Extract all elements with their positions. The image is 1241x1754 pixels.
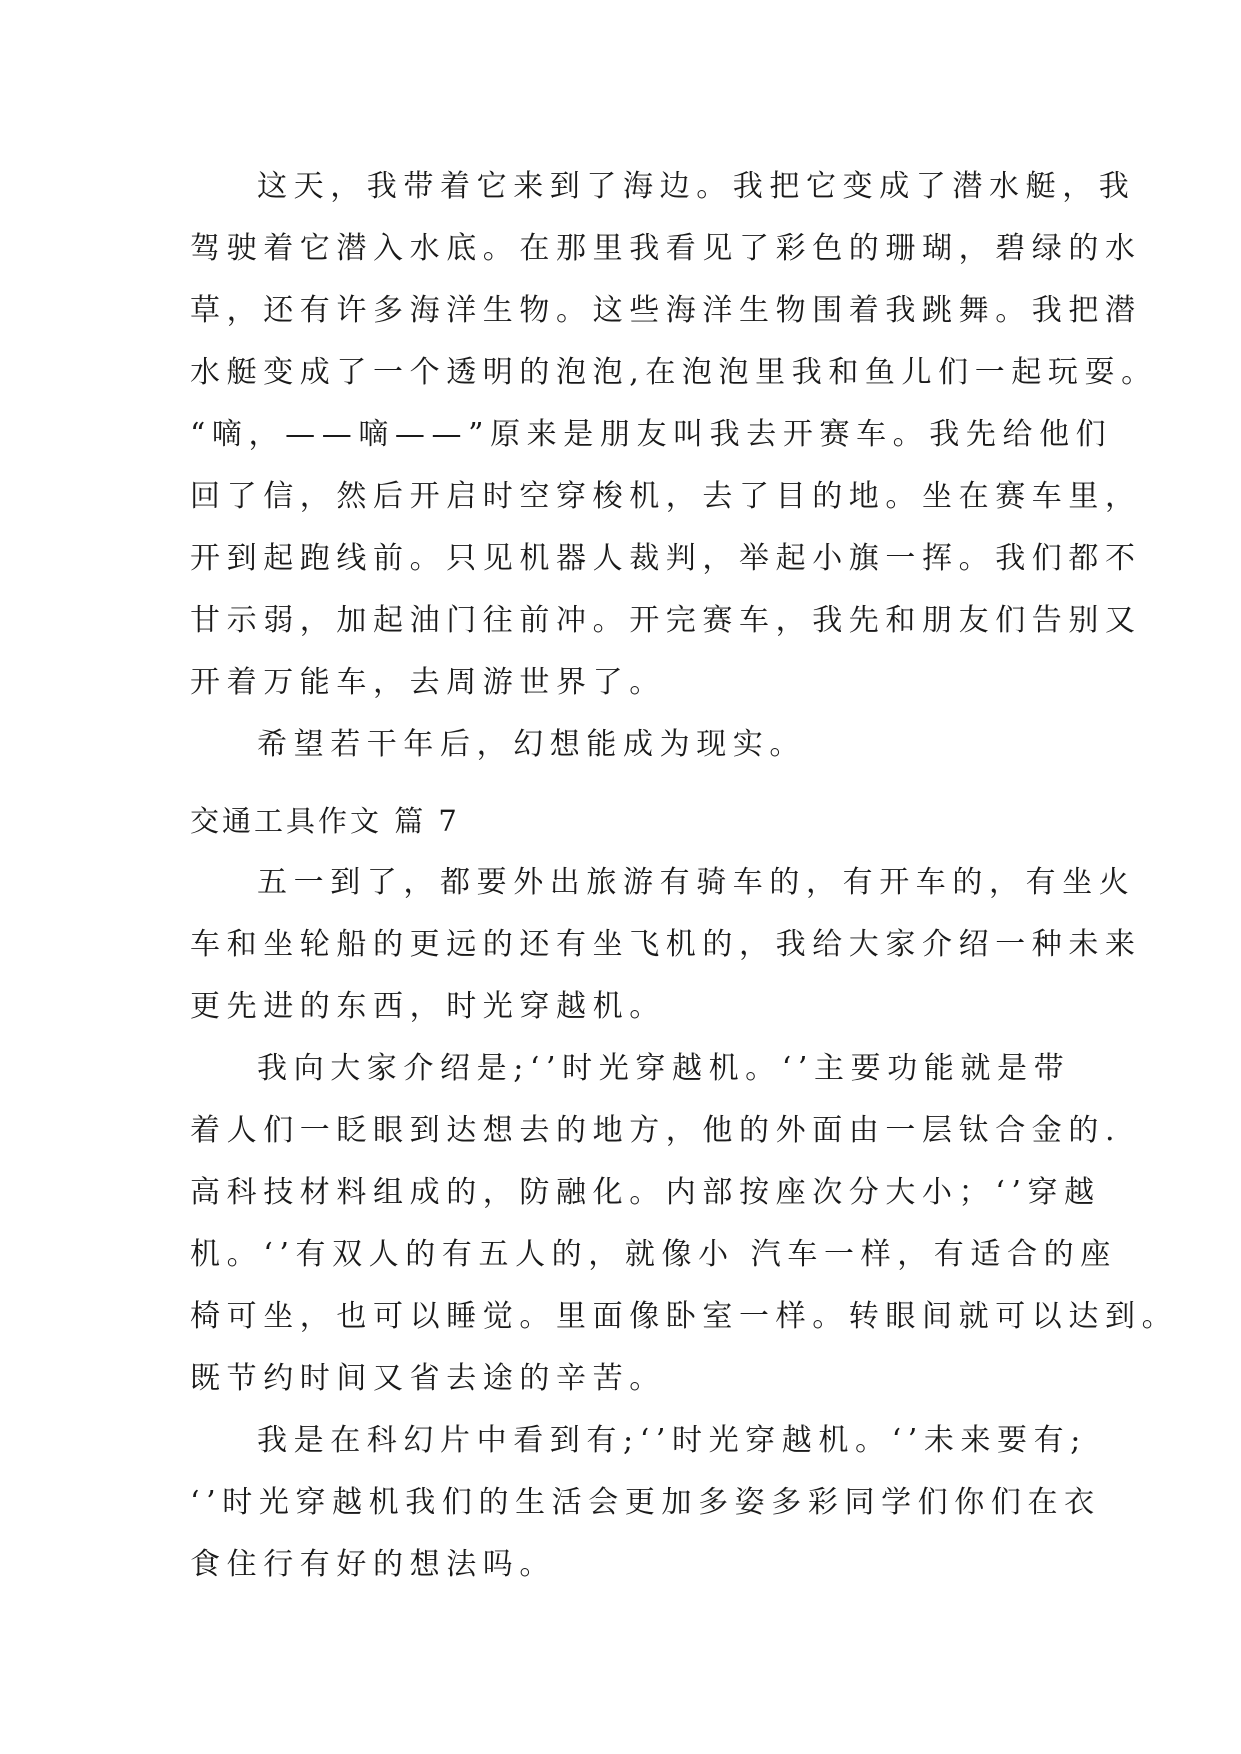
text-line: 机。‘’有双人的有五人的，就像小 汽车一样，有适合的座 xyxy=(190,1237,1117,1272)
text-line: 水艇变成了一个透明的泡泡,在泡泡里我和鱼儿们一起玩耍。 xyxy=(190,355,1158,390)
section-heading: 交通工具作文 篇 7 xyxy=(190,804,460,838)
text-line: 食住行有好的想法吗。 xyxy=(190,1547,556,1582)
paragraph xyxy=(190,1410,1101,1596)
text-line: 我向大家介绍是;‘’时光穿越机。‘’主要功能就是带 xyxy=(257,1051,1071,1086)
text-block-top xyxy=(190,156,1158,776)
text-line: 着人们一眨眼到达想去的地方，他的外面由一层钛合金的. xyxy=(190,1113,1122,1148)
text-line: 五一到了，都要外出旅游有骑车的，有开车的，有坐火 xyxy=(257,865,1136,900)
text-line: ‘’时光穿越机我们的生活会更加多姿多彩同学们你们在衣 xyxy=(190,1485,1101,1520)
paragraph xyxy=(190,714,1070,776)
text-line: 开着万能车，去周游世界了。 xyxy=(190,665,666,700)
text-line: 高科技材料组成的，防融化。内部按座次分大小；‘’穿越 xyxy=(190,1175,1101,1210)
paragraph xyxy=(190,1038,1179,1410)
text-line: 车和坐轮船的更远的还有坐飞机的，我给大家介绍一种未来 xyxy=(190,927,1142,962)
text-line: 开到起跑线前。只见机器人裁判，举起小旗一挥。我们都不 xyxy=(190,541,1142,576)
text-line: 椅可坐，也可以睡觉。里面像卧室一样。转眼间就可以达到。 xyxy=(190,1299,1179,1334)
text-block-bottom xyxy=(190,852,1179,1596)
paragraph xyxy=(190,852,1142,1038)
text-line: 希望若干年后，幻想能成为现实。 xyxy=(257,727,806,762)
text-line: “嘀，——嘀——”原来是朋友叫我去开赛车。我先给他们 xyxy=(190,417,1113,452)
text-line: 驾驶着它潜入水底。在那里我看见了彩色的珊瑚，碧绿的水 xyxy=(190,231,1142,266)
text-line: 这天，我带着它来到了海边。我把它变成了潜水艇，我 xyxy=(257,169,1136,204)
text-line: 更先进的东西，时光穿越机。 xyxy=(190,989,666,1024)
text-line: 草，还有许多海洋生物。这些海洋生物围着我跳舞。我把潜 xyxy=(190,293,1142,328)
text-line: 我是在科幻片中看到有;‘’时光穿越机。‘’未来要有; xyxy=(257,1423,1087,1458)
text-line: 甘示弱，加起油门往前冲。开完赛车，我先和朋友们告别又 xyxy=(190,603,1142,638)
text-line: 既节约时间又省去途的辛苦。 xyxy=(190,1361,666,1396)
section-heading-block xyxy=(190,791,1070,851)
text-line: 回了信，然后开启时空穿梭机，去了目的地。坐在赛车里， xyxy=(190,479,1142,514)
paragraph xyxy=(190,156,1158,714)
